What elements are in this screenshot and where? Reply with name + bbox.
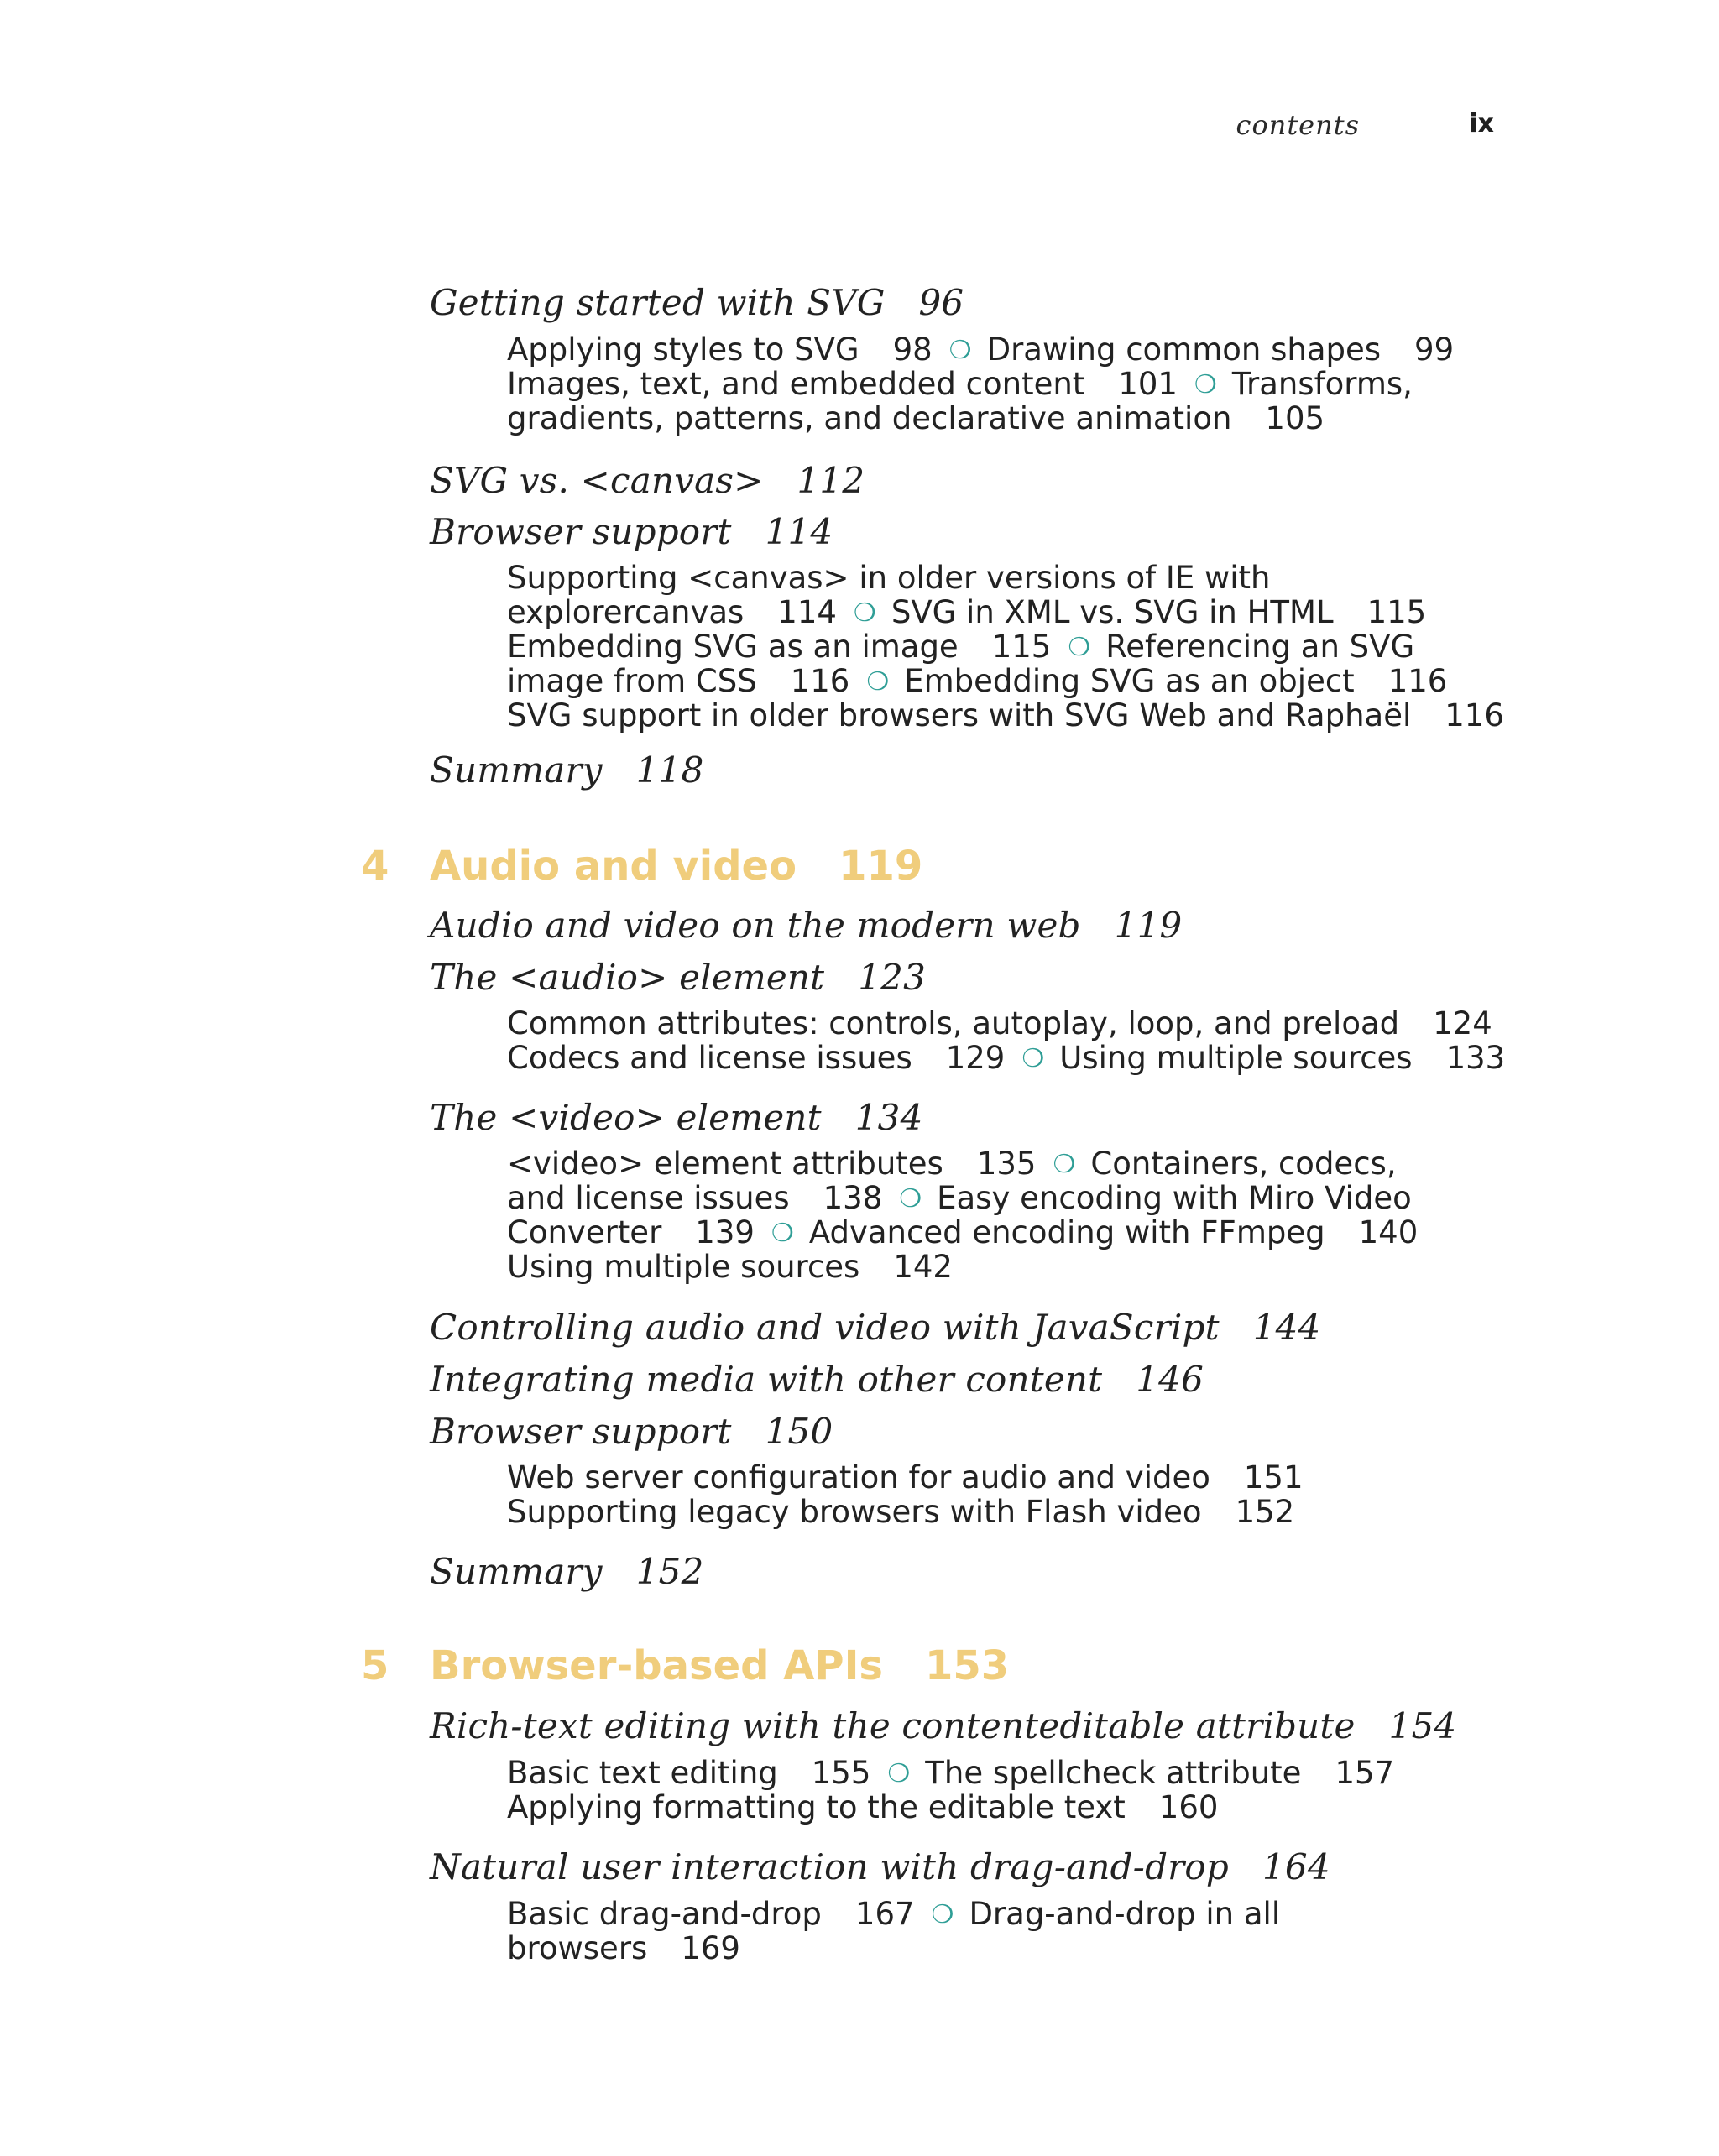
subentry-title[interactable]: Supporting legacy browsers with Flash video [507,1494,1202,1530]
section-title: The <video> element [430,1097,822,1138]
separator-icon: ❍ [1194,370,1217,399]
toc-section-entry[interactable] [430,1411,833,1452]
toc-section-entry[interactable] [430,1705,1456,1746]
toc-subentries [507,1897,1280,1965]
subentry-title[interactable]: Common attributes: controls, autoplay, loop, and preload [507,1005,1400,1041]
subentry-line [507,1006,1505,1041]
subentry-page: 140 [1358,1214,1419,1250]
chapter-title: Browser-based APIs [430,1642,883,1689]
subentry-title[interactable]: explorercanvas [507,594,745,630]
separator-icon: ❍ [1053,1150,1076,1179]
separator-icon: ❍ [931,1900,954,1929]
running-header [1225,109,1494,146]
section-page: 134 [854,1097,923,1138]
subentry-line [507,1756,1394,1790]
subentry-line [507,698,1504,733]
subentry-page: 133 [1445,1040,1506,1076]
subentry-title[interactable]: Applying formatting to the editable text [507,1789,1126,1825]
subentry-page: 142 [893,1249,953,1285]
subentry-title[interactable]: Drawing common shapes [986,331,1382,368]
chapter-number: 5 [361,1642,389,1689]
subentry-page: 116 [1387,663,1448,699]
subentry-title[interactable]: Embedding SVG as an image [507,629,959,665]
separator-icon: ❍ [853,598,876,628]
toc-subentries [507,1006,1505,1075]
subentry-page: 114 [777,594,837,630]
separator-icon: ❍ [771,1219,794,1248]
subentry-title[interactable]: SVG support in older browsers with SVG Web and Raphaël [507,697,1412,733]
subentry-title[interactable]: Transforms, [1231,366,1413,402]
subentry-title[interactable]: Codecs and license issues [507,1040,912,1076]
subentry-line [507,367,1454,401]
subentry-line [507,1041,1505,1075]
toc-section-entry[interactable] [430,282,964,323]
subentry-title[interactable]: Advanced encoding with FFmpeg [808,1214,1325,1250]
subentry-line [507,1250,1418,1284]
subentry-title[interactable]: Drag-and-drop in all [969,1896,1281,1932]
subentry-page: 138 [823,1180,883,1216]
subentry-page: 129 [945,1040,1006,1076]
subentry-line [507,1460,1304,1495]
chapter-number: 4 [361,843,389,890]
section-title: Controlling audio and video with JavaScript [430,1307,1220,1348]
chapter-page: 119 [839,843,923,890]
subentry-line [507,1790,1394,1825]
section-page: 96 [918,282,964,323]
separator-icon: ❍ [948,336,972,365]
separator-icon: ❍ [887,1759,911,1788]
section-title: SVG vs. <canvas> [430,460,764,501]
section-title: The <audio> element [430,957,825,998]
subentry-line [507,1495,1304,1529]
subentry-page: 167 [854,1896,915,1932]
toc-section-entry[interactable] [430,1359,1204,1400]
toc-section-entry[interactable] [430,749,704,791]
separator-icon: ❍ [1021,1044,1045,1073]
subentry-line [507,595,1504,629]
subentry-title[interactable]: <video> element attributes [507,1146,943,1182]
subentry-title[interactable]: The spellcheck attribute [925,1755,1302,1791]
section-title: Summary [430,1551,603,1592]
subentry-line [507,629,1504,664]
separator-icon: ❍ [866,667,890,697]
subentry-page: 124 [1433,1005,1492,1041]
subentry-title[interactable]: Basic text editing [507,1755,778,1791]
toc-section-entry[interactable] [430,1307,1320,1348]
toc-section-entry[interactable] [430,1846,1330,1887]
section-title: Integrating media with other content [430,1359,1103,1400]
subentry-page: 116 [790,663,850,699]
subentry-title[interactable]: Using multiple sources [1059,1040,1413,1076]
section-page: 123 [858,957,927,998]
subentry-title[interactable]: Converter [507,1214,662,1250]
subentry-title[interactable]: and license issues [507,1180,790,1216]
subentry-title[interactable]: gradients, patterns, and declarative animation [507,400,1232,436]
toc-subentries [507,561,1504,733]
subentry-page: 115 [1366,594,1427,630]
subentry-page: 99 [1414,331,1455,368]
subentry-title[interactable]: Referencing an SVG [1105,629,1415,665]
section-page: 146 [1136,1359,1204,1400]
section-page: 150 [765,1411,833,1452]
section-page: 112 [797,460,865,501]
toc-subentries [507,1460,1304,1529]
subentry-title[interactable]: Supporting <canvas> in older versions of IE with [507,560,1271,596]
subentry-line [507,1215,1418,1250]
section-title: Summary [430,749,603,791]
section-page: 114 [765,511,833,552]
subentry-line [507,561,1504,595]
subentry-page: 115 [991,629,1052,665]
section-title: Audio and video on the modern web [430,905,1081,946]
subentry-title[interactable]: image from CSS [507,663,757,699]
section-page: 118 [635,749,704,791]
subentry-page: 169 [681,1930,740,1966]
chapter-page: 153 [925,1642,1010,1689]
toc-section-entry[interactable] [430,460,865,501]
subentry-title[interactable]: Containers, codecs, [1090,1146,1397,1182]
toc-section-entry[interactable] [430,905,1182,946]
toc-subentries [507,1756,1394,1825]
section-page: 164 [1262,1846,1330,1887]
subentry-page: 139 [695,1214,755,1250]
section-title: Natural user interaction with drag-and-drop [430,1846,1230,1887]
toc-subentries [507,332,1454,436]
subentry-page: 135 [976,1146,1037,1182]
section-title: Browser support [430,1411,732,1452]
section-title: Browser support [430,511,732,552]
subentry-line [507,1931,1280,1965]
toc-section-entry[interactable] [430,1551,704,1592]
subentry-line [507,1897,1280,1931]
subentry-page: 151 [1243,1459,1304,1496]
subentry-title[interactable]: Applying styles to SVG [507,331,860,368]
section-page: 119 [1114,905,1183,946]
subentry-line [507,401,1454,436]
section-page: 144 [1252,1307,1321,1348]
toc-subentries [507,1146,1418,1284]
subentry-title[interactable]: Embedding SVG as an object [904,663,1355,699]
subentry-title[interactable]: SVG in XML vs. SVG in HTML [891,594,1334,630]
subentry-page: 105 [1265,400,1325,436]
subentry-page: 98 [892,331,933,368]
chapter-title: Audio and video [430,843,797,890]
running-header-title: contents [1236,109,1360,141]
separator-icon: ❍ [1068,633,1091,662]
subentry-title[interactable]: browsers [507,1930,648,1966]
section-title: Getting started with SVG [430,282,886,323]
section-page: 154 [1388,1705,1457,1746]
subentry-page: 160 [1158,1789,1219,1825]
section-title: Rich-text editing with the contenteditable attribute [430,1705,1356,1746]
subentry-line [507,332,1454,367]
toc-section-entry[interactable] [430,957,926,998]
subentry-page: 101 [1118,366,1178,402]
subentry-line [507,664,1504,698]
page-number: ix [1469,109,1494,138]
subentry-title[interactable]: Using multiple sources [507,1249,860,1285]
separator-icon: ❍ [899,1184,922,1214]
subentry-line [507,1181,1418,1215]
subentry-title[interactable]: Easy encoding with Miro Video [937,1180,1412,1216]
toc-section-entry[interactable] [430,1097,923,1138]
subentry-title[interactable]: Images, text, and embedded content [507,366,1085,402]
subentry-title[interactable]: Web server configuration for audio and video [507,1459,1210,1496]
subentry-page: 116 [1445,697,1504,733]
subentry-page: 152 [1235,1494,1295,1530]
toc-section-entry[interactable] [430,511,833,552]
subentry-page: 155 [811,1755,871,1791]
section-page: 152 [635,1551,704,1592]
subentry-line [507,1146,1418,1181]
subentry-title[interactable]: Basic drag-and-drop [507,1896,822,1932]
subentry-page: 157 [1335,1755,1395,1791]
